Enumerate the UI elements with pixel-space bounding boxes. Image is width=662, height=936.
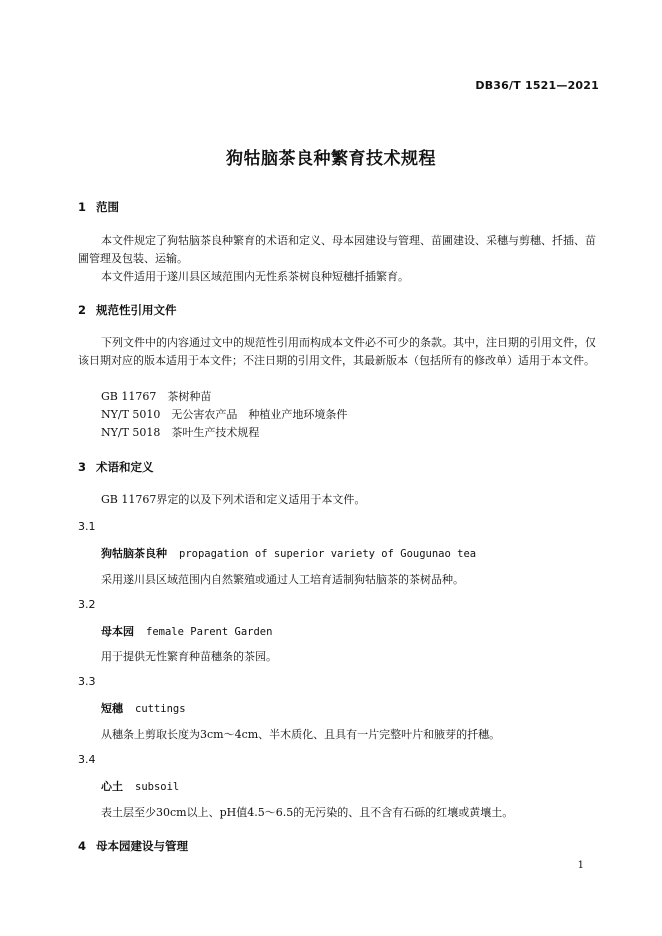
term-english: subsoil <box>135 781 180 793</box>
section-3-intro: GB 11767界定的以及下列术语和定义适用于本文件。 <box>101 493 366 506</box>
term-chinese: 母本园 <box>101 625 134 638</box>
term-definition: 采用遂川县区域范围内自然繁殖或通过人工培育适制狗牯脑茶的茶树品种。 <box>101 573 464 586</box>
section-1-paragraph-2: 本文件适用于遂川县区域范围内无性系茶树良种短穗扦插繁育。 <box>101 270 409 283</box>
section-number: 3 <box>78 460 87 474</box>
term-definition: 从穗条上剪取长度为3cm～4cm、半木质化、且具有一片完整叶片和腋芽的扦穗。 <box>101 728 501 741</box>
section-title: 术语和定义 <box>96 460 154 474</box>
term-english: propagation of superior variety of Gougunao tea <box>179 548 477 560</box>
section-number: 4 <box>78 839 87 853</box>
normative-reference: NY/T 5018 茶叶生产技术规程 <box>101 426 260 439</box>
term-number: 3.3 <box>78 675 96 688</box>
section-title: 母本园建设与管理 <box>96 839 188 853</box>
section-number: 1 <box>78 200 87 214</box>
term-entry <box>101 700 186 716</box>
term-number: 3.1 <box>78 520 96 533</box>
section-1-heading <box>78 199 119 215</box>
term-chinese: 短穗 <box>101 702 123 715</box>
term-chinese: 狗牯脑茶良种 <box>101 547 167 560</box>
term-entry <box>101 545 476 561</box>
term-entry <box>101 778 179 794</box>
section-number: 2 <box>78 303 87 317</box>
section-2-paragraph-1: 下列文件中的内容通过文中的规范性引用而构成本文件必不可少的条款。其中，注日期的引用文件，仅该日期对应的版本适用于本文件；不注日期的引用文件，其最新版本（包括所有的修改单）适用于本文件。 <box>78 336 596 367</box>
document-title: 狗牯脑茶良种繁育技术规程 <box>226 149 436 169</box>
section-4-heading <box>78 838 188 854</box>
term-number: 3.4 <box>78 753 96 766</box>
term-entry <box>101 623 272 639</box>
section-2-heading <box>78 302 177 318</box>
normative-reference: NY/T 5010 无公害农产品 种植业产地环境条件 <box>101 408 348 421</box>
section-3-heading <box>78 459 154 475</box>
section-title: 规范性引用文件 <box>96 303 177 317</box>
term-chinese: 心土 <box>101 780 123 793</box>
term-english: cuttings <box>135 703 186 715</box>
section-title: 范围 <box>96 200 119 214</box>
standard-code: DB36/T 1521—2021 <box>475 79 599 92</box>
term-english: female Parent Garden <box>146 626 273 638</box>
term-definition: 用于提供无性繁育种苗穗条的茶园。 <box>101 650 277 663</box>
term-definition: 表土层至少30cm以上、pH值4.5～6.5的无污染的、且不含有石砾的红壤或黄壤土。 <box>101 806 514 819</box>
normative-reference: GB 11767 茶树种苗 <box>101 390 212 403</box>
page-number: 1 <box>577 860 584 871</box>
section-1-paragraph-1: 本文件规定了狗牯脑茶良种繁育的术语和定义、母本园建设与管理、苗圃建设、采穗与剪穗、扦插、苗圃管理及包装、运输。 <box>78 234 596 265</box>
term-number: 3.2 <box>78 598 96 611</box>
